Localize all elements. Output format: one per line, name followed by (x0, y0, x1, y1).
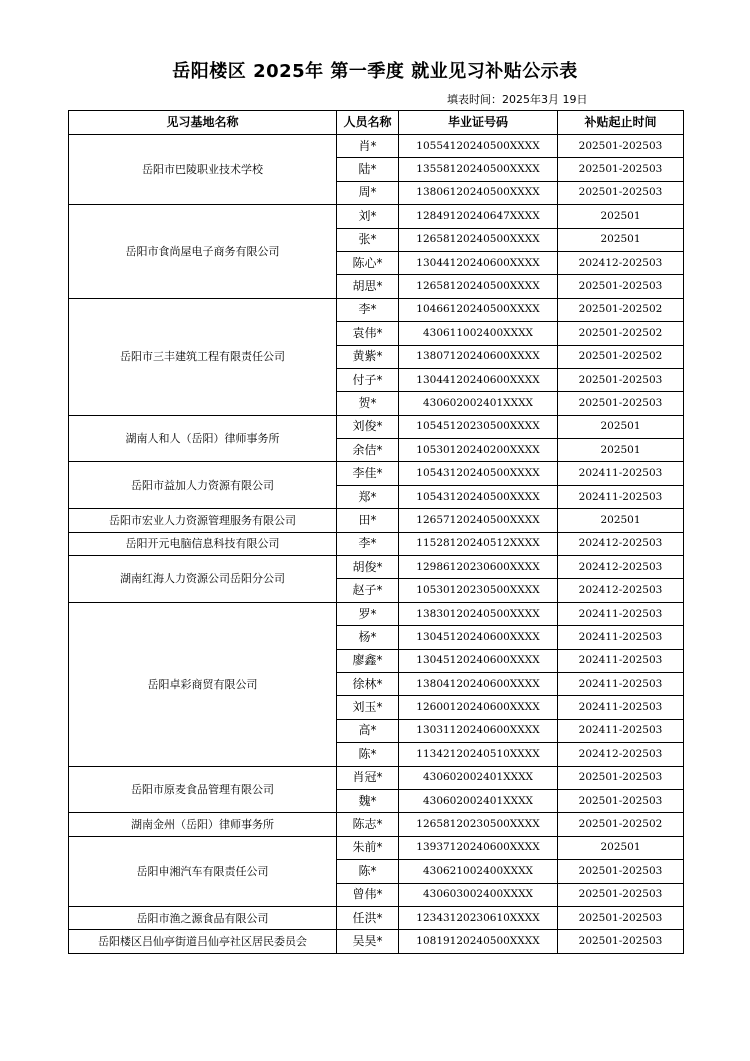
cert-cell: 12657120240500XXXX (399, 509, 558, 532)
header-name: 人员名称 (337, 111, 399, 135)
period-cell: 202501 (558, 439, 684, 462)
period-cell: 202501-202503 (558, 930, 684, 953)
cert-cell: 13804120240600XXXX (399, 672, 558, 695)
name-cell: 胡俊* (337, 556, 399, 579)
cert-cell: 13558120240500XXXX (399, 158, 558, 181)
cert-cell: 12849120240647XXXX (399, 205, 558, 228)
name-cell: 田* (337, 509, 399, 532)
name-cell: 李佳* (337, 462, 399, 485)
name-cell: 魏* (337, 789, 399, 812)
name-cell: 陈心* (337, 251, 399, 274)
period-cell: 202501-202503 (558, 158, 684, 181)
company-cell: 岳阳市食尚屋电子商务有限公司 (69, 205, 337, 299)
period-cell: 202501-202503 (558, 789, 684, 812)
company-cell: 岳阳开元电脑信息科技有限公司 (69, 532, 337, 555)
cert-cell: 11528120240512XXXX (399, 532, 558, 555)
name-cell: 徐林* (337, 672, 399, 695)
name-cell: 余佶* (337, 439, 399, 462)
cert-cell: 13937120240600XXXX (399, 836, 558, 859)
period-cell: 202501-202503 (558, 766, 684, 789)
cert-cell: 10543120240500XXXX (399, 485, 558, 508)
table-row (69, 556, 684, 579)
period-cell: 202501 (558, 509, 684, 532)
period-cell: 202411-202503 (558, 602, 684, 625)
name-cell: 罗* (337, 602, 399, 625)
company-cell: 岳阳楼区吕仙亭街道吕仙亭社区居民委员会 (69, 930, 337, 953)
cert-cell: 12986120230600XXXX (399, 556, 558, 579)
name-cell: 高* (337, 719, 399, 742)
cert-cell: 13045120240600XXXX (399, 649, 558, 672)
company-cell: 岳阳卓彩商贸有限公司 (69, 602, 337, 766)
period-cell: 202501 (558, 205, 684, 228)
name-cell: 陈* (337, 860, 399, 883)
name-cell: 刘* (337, 205, 399, 228)
period-cell: 202411-202503 (558, 696, 684, 719)
name-cell: 周* (337, 181, 399, 204)
company-cell: 岳阳申湘汽车有限责任公司 (69, 836, 337, 906)
cert-cell: 13031120240600XXXX (399, 719, 558, 742)
name-cell: 肖* (337, 135, 399, 158)
table-row (69, 509, 684, 532)
table-row (69, 462, 684, 485)
page-title: 岳阳楼区 2025年 第一季度 就业见习补贴公示表 (172, 61, 578, 82)
cert-cell: 13045120240600XXXX (399, 626, 558, 649)
period-cell: 202411-202503 (558, 719, 684, 742)
name-cell: 刘俊* (337, 415, 399, 438)
table-row (69, 602, 684, 625)
table-row (69, 836, 684, 859)
period-cell: 202412-202503 (558, 251, 684, 274)
period-cell: 202501-202502 (558, 345, 684, 368)
name-cell: 李* (337, 298, 399, 321)
name-cell: 胡思* (337, 275, 399, 298)
period-cell: 202501-202503 (558, 906, 684, 929)
cert-cell: 430603002400XXXX (399, 883, 558, 906)
period-cell: 202411-202503 (558, 626, 684, 649)
cert-cell: 12658120240500XXXX (399, 228, 558, 251)
cert-cell: 10530120240200XXXX (399, 439, 558, 462)
period-cell: 202501-202503 (558, 392, 684, 415)
cert-cell: 13830120240500XXXX (399, 602, 558, 625)
company-cell: 湖南红海人力资源公司岳阳分公司 (69, 556, 337, 603)
cert-cell: 430602002401XXXX (399, 766, 558, 789)
name-cell: 任洪* (337, 906, 399, 929)
name-cell: 李* (337, 532, 399, 555)
period-cell: 202412-202503 (558, 743, 684, 766)
company-cell: 岳阳市宏业人力资源管理服务有限公司 (69, 509, 337, 532)
period-cell: 202501-202502 (558, 813, 684, 836)
table-row (69, 205, 684, 228)
name-cell: 吴昊* (337, 930, 399, 953)
company-cell: 岳阳市渔之源食品有限公司 (69, 906, 337, 929)
company-cell: 岳阳市原麦食品管理有限公司 (69, 766, 337, 813)
name-cell: 陈志* (337, 813, 399, 836)
table-row (69, 298, 684, 321)
name-cell: 袁伟* (337, 322, 399, 345)
name-cell: 陆* (337, 158, 399, 181)
period-cell: 202501 (558, 415, 684, 438)
name-cell: 刘玉* (337, 696, 399, 719)
period-cell: 202412-202503 (558, 579, 684, 602)
period-cell: 202501-202503 (558, 275, 684, 298)
period-cell: 202501-202502 (558, 322, 684, 345)
name-cell: 廖鑫* (337, 649, 399, 672)
cert-cell: 13807120240600XXXX (399, 345, 558, 368)
cert-cell: 10530120230500XXXX (399, 579, 558, 602)
table-row (69, 813, 684, 836)
cert-cell: 13044120240600XXXX (399, 368, 558, 391)
period-cell: 202411-202503 (558, 649, 684, 672)
table-body (69, 135, 684, 954)
cert-cell: 13044120240600XXXX (399, 251, 558, 274)
period-cell: 202412-202503 (558, 532, 684, 555)
name-cell: 肖冠* (337, 766, 399, 789)
cert-cell: 10545120230500XXXX (399, 415, 558, 438)
period-cell: 202411-202503 (558, 485, 684, 508)
table-row (69, 930, 684, 953)
header-period: 补贴起止时间 (558, 111, 684, 135)
table-row (69, 135, 684, 158)
cert-cell: 10543120240500XXXX (399, 462, 558, 485)
table-row (69, 532, 684, 555)
period-cell: 202501-202503 (558, 135, 684, 158)
cert-cell: 430611002400XXXX (399, 322, 558, 345)
cert-cell: 430602002401XXXX (399, 789, 558, 812)
table-row (69, 415, 684, 438)
period-cell: 202411-202503 (558, 672, 684, 695)
period-cell: 202501 (558, 228, 684, 251)
cert-cell: 12600120240600XXXX (399, 696, 558, 719)
name-cell: 付子* (337, 368, 399, 391)
cert-cell: 10554120240500XXXX (399, 135, 558, 158)
header-company: 见习基地名称 (69, 111, 337, 135)
header-cert: 毕业证号码 (399, 111, 558, 135)
cert-cell: 12658120240500XXXX (399, 275, 558, 298)
company-cell: 岳阳市益加人力资源有限公司 (69, 462, 337, 509)
company-cell: 湖南金州（岳阳）律师事务所 (69, 813, 337, 836)
table-header-row (69, 111, 684, 135)
period-cell: 202501-202502 (558, 298, 684, 321)
company-cell: 湖南人和人（岳阳）律师事务所 (69, 415, 337, 462)
name-cell: 张* (337, 228, 399, 251)
period-cell: 202501-202503 (558, 181, 684, 204)
cert-cell: 10466120240500XXXX (399, 298, 558, 321)
period-cell: 202501-202503 (558, 883, 684, 906)
period-cell: 202411-202503 (558, 462, 684, 485)
period-cell: 202412-202503 (558, 556, 684, 579)
name-cell: 赵子* (337, 579, 399, 602)
table-row (69, 766, 684, 789)
name-cell: 曾伟* (337, 883, 399, 906)
period-cell: 202501-202503 (558, 368, 684, 391)
period-cell: 202501 (558, 836, 684, 859)
cert-cell: 12343120230610XXXX (399, 906, 558, 929)
cert-cell: 13806120240500XXXX (399, 181, 558, 204)
subsidy-table (68, 110, 684, 954)
cert-cell: 11342120240510XXXX (399, 743, 558, 766)
company-cell: 岳阳市三丰建筑工程有限责任公司 (69, 298, 337, 415)
name-cell: 贺* (337, 392, 399, 415)
cert-cell: 430602002401XXXX (399, 392, 558, 415)
company-cell: 岳阳市巴陵职业技术学校 (69, 135, 337, 205)
filled-date: 填表时间：2025年3月 19日 (447, 93, 588, 106)
cert-cell: 430621002400XXXX (399, 860, 558, 883)
name-cell: 黄紫* (337, 345, 399, 368)
cert-cell: 12658120230500XXXX (399, 813, 558, 836)
period-cell: 202501-202503 (558, 860, 684, 883)
cert-cell: 10819120240500XXXX (399, 930, 558, 953)
name-cell: 陈* (337, 743, 399, 766)
table-row (69, 906, 684, 929)
name-cell: 郑* (337, 485, 399, 508)
name-cell: 杨* (337, 626, 399, 649)
name-cell: 朱前* (337, 836, 399, 859)
